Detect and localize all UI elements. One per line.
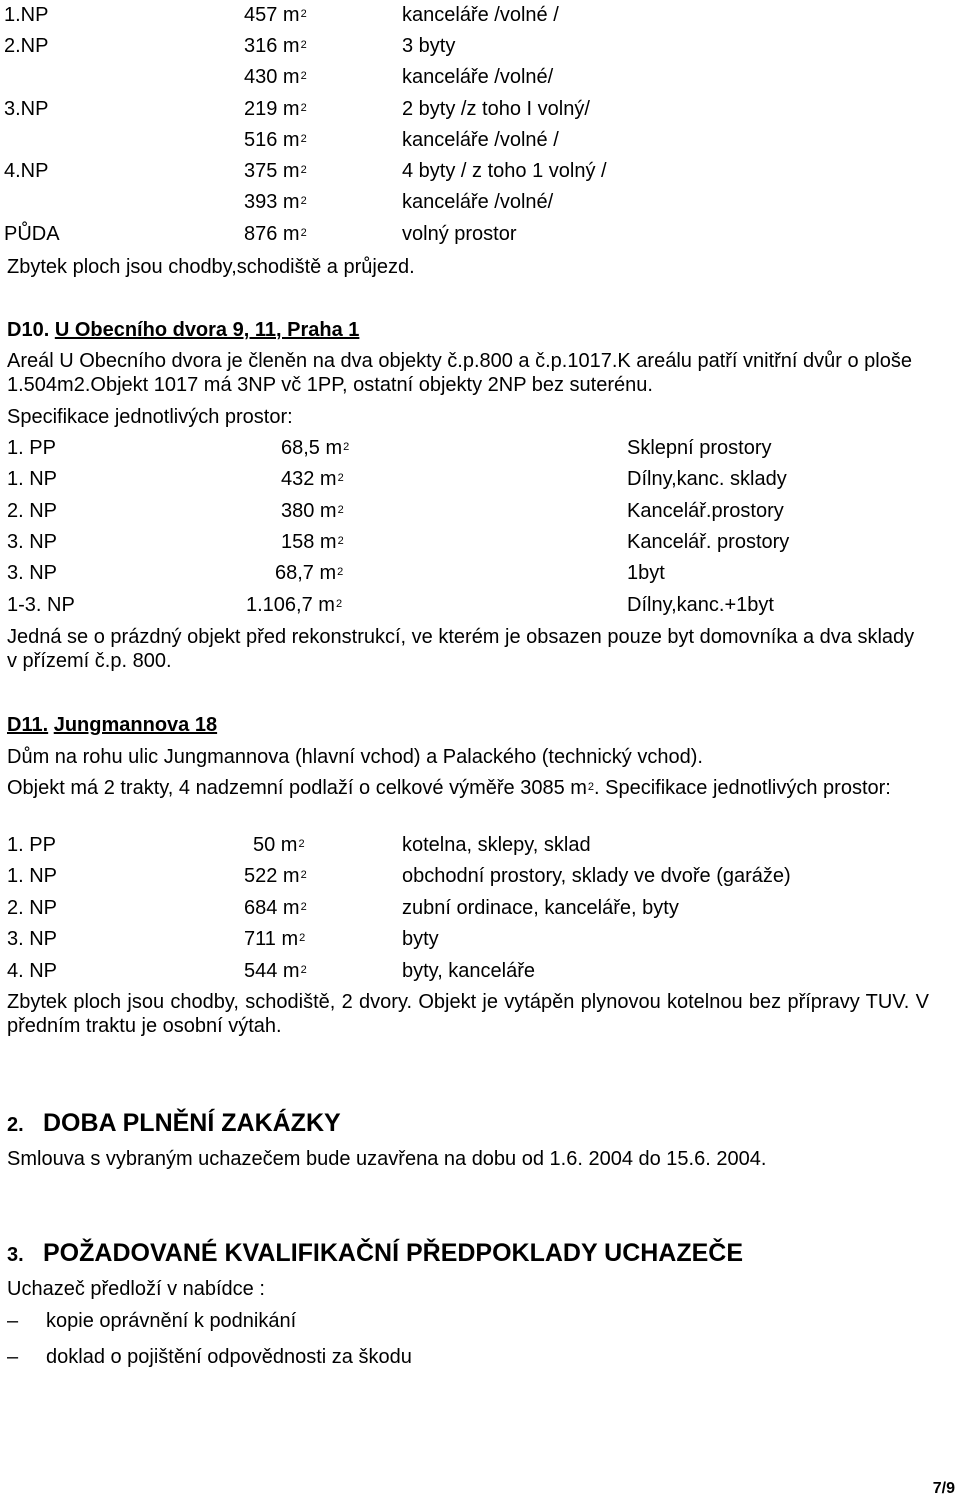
desc-cell: Kancelář. prostory [627, 531, 790, 553]
area-cell: 1.106,7 $m^2$ [246, 594, 343, 616]
desc-cell: 4 byty / z toho 1 volný / [402, 160, 607, 182]
section-title: DOBA PLNĚNÍ ZAKÁZKY [43, 1109, 341, 1137]
table-row [0, 159, 960, 189]
desc-cell: Kancelář.prostory [627, 500, 784, 522]
floor-cell: 4.NP [4, 160, 49, 182]
table-row [0, 436, 960, 466]
desc-cell: 2 byty /z toho I volný/ [402, 98, 590, 120]
floor-cell: 2.NP [4, 35, 49, 57]
area-cell: 516 $m^2$ [244, 129, 307, 151]
area-cell: 684 $m^2$ [244, 897, 307, 919]
floor-cell: 1. NP [7, 865, 58, 887]
top-note: Zbytek ploch jsou chodby,schodiště a průjezd. [7, 256, 415, 278]
table-row [0, 65, 960, 95]
table-row [0, 34, 960, 64]
floor-cell: 4. NP [7, 960, 58, 982]
area-cell: 711 $m^2$ [244, 928, 306, 950]
desc-cell: Sklepní prostory [627, 437, 772, 459]
area-cell: 68,7 $m^2$ [275, 562, 344, 584]
d10-note: Jedná se o prázdný objekt před rekonstrukcí, ve kterém je obsazen pouze byt domovníka a dva sklady v přízemí č.p. 800. [7, 626, 915, 672]
desc-cell: byty, kanceláře [402, 960, 536, 982]
table-row [0, 896, 960, 926]
d10-label: D10. [7, 319, 50, 341]
area-cell: 316 $m^2$ [244, 35, 307, 57]
area-cell: 50 $m^2$ [253, 834, 305, 856]
table-row [0, 128, 960, 158]
desc-cell: Dílny,kanc. sklady [627, 468, 787, 490]
section-2-heading [7, 1108, 341, 1142]
dash-bullet-icon: – [7, 1346, 19, 1368]
area-cell: 375 $m^2$ [244, 160, 307, 182]
table-row [0, 3, 960, 33]
list-item-text: kopie oprávnění k podnikání [46, 1310, 297, 1332]
table-row [0, 927, 960, 957]
list-item-text: doklad o pojištění odpovědnosti za škodu [46, 1346, 412, 1368]
floor-cell: 1. PP [7, 834, 56, 856]
table-row [0, 499, 960, 529]
dash-bullet-icon: – [7, 1310, 19, 1332]
area-cell: 522 $m^2$ [244, 865, 307, 887]
area-cell: 393 $m^2$ [244, 191, 307, 213]
d11-label: D11. [7, 714, 49, 736]
area-cell: 876 $m^2$ [244, 223, 307, 245]
area-cell: 457 $m^2$ [244, 4, 307, 26]
desc-cell: obchodní prostory, sklady ve dvoře (garáže) [402, 865, 791, 887]
desc-cell: kanceláře /volné / [402, 129, 559, 151]
area-cell: 544 $m^2$ [244, 960, 307, 982]
floor-cell: 2. NP [7, 500, 58, 522]
floor-cell: PŮDA [4, 223, 60, 245]
area-cell: 158 $m^2$ [281, 531, 344, 553]
d10-description: Areál U Obecního dvora je členěn na dva objekty č.p.800 a č.p.1017.K areálu patří vnitřní dvůr o ploše 1.504m2.Objekt 1017 má 3NP vč 1PP, ostatní objekty 2NP bez suterénu. [7, 350, 912, 396]
d11-description: Objekt má 2 trakty, 4 nadzemní podlaží o celkové výměře 3085 $m^2$. Specifikace jednotlivých prostor: [7, 777, 891, 799]
section-number: 2. [7, 1114, 24, 1136]
desc-cell: 3 byty [402, 35, 456, 57]
floor-cell: 3. NP [7, 531, 58, 553]
desc-cell: zubní ordinace, kanceláře, byty [402, 897, 679, 919]
section-number: 3. [7, 1244, 24, 1266]
area-cell: 219 $m^2$ [244, 98, 307, 120]
page-number: 7/9 [932, 1480, 955, 1497]
area-cell: 380 $m^2$ [281, 500, 344, 522]
d11-title: Jungmannova 18 [53, 714, 218, 736]
floor-cell: 1.NP [4, 4, 49, 26]
desc-cell: kanceláře /volné/ [402, 191, 554, 213]
desc-cell: Dílny,kanc.+1byt [627, 594, 774, 616]
floor-cell: 1. PP [7, 437, 56, 459]
floor-cell: 1-3. NP [7, 594, 75, 616]
table-row [0, 561, 960, 591]
area-cell: 430 $m^2$ [244, 66, 307, 88]
table-row [0, 530, 960, 560]
section-title: POŽADOVANÉ KVALIFIKAČNÍ PŘEDPOKLADY UCHAZEČE [43, 1239, 744, 1267]
table-row [0, 97, 960, 127]
table-row [0, 190, 960, 220]
table-row [0, 222, 960, 252]
floor-cell: 3. NP [7, 928, 58, 950]
d11-line1: Dům na rohu ulic Jungmannova (hlavní vchod) a Palackého (technický vchod). [7, 746, 703, 768]
floor-cell: 3.NP [4, 98, 49, 120]
desc-cell: volný prostor [402, 223, 517, 245]
floor-cell: 2. NP [7, 897, 58, 919]
desc-cell: kanceláře /volné/ [402, 66, 554, 88]
d11-heading [7, 713, 217, 737]
floor-cell: 1. NP [7, 468, 58, 490]
d10-heading [7, 318, 359, 342]
d11-note: Zbytek ploch jsou chodby, schodiště, 2 dvory. Objekt je vytápěn plynovou kotelnou bez přípravy TUV. V předním traktu je osobní výtah. [7, 991, 929, 1037]
section-3-heading [7, 1238, 743, 1272]
desc-cell: byty [402, 928, 439, 950]
table-row [0, 833, 960, 863]
area-cell: 68,5 $m^2$ [281, 437, 350, 459]
table-row [0, 864, 960, 894]
desc-cell: 1byt [627, 562, 665, 584]
table-row [0, 959, 960, 989]
table-row [0, 467, 960, 497]
area-cell: 432 $m^2$ [281, 468, 344, 490]
d10-spec-label: Specifikace jednotlivých prostor: [7, 406, 293, 428]
desc-cell: kanceláře /volné / [402, 4, 559, 26]
desc-cell: kotelna, sklepy, sklad [402, 834, 591, 856]
section-3-intro: Uchazeč předloží v nabídce : [7, 1278, 265, 1300]
floor-cell: 3. NP [7, 562, 58, 584]
table-row [0, 593, 960, 623]
d10-title: U Obecního dvora 9, 11, Praha 1 [54, 319, 360, 341]
section-2-text: Smlouva s vybraným uchazečem bude uzavřena na dobu od 1.6. 2004 do 15.6. 2004. [7, 1148, 767, 1170]
